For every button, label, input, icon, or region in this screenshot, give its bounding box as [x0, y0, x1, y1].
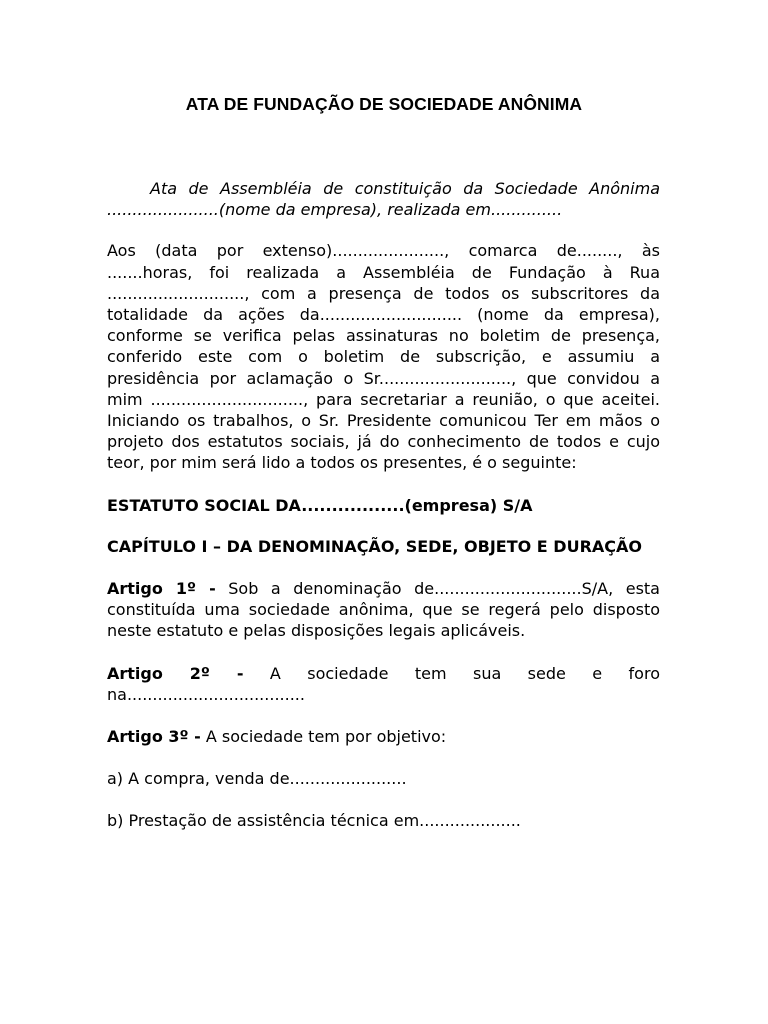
article-2-text: A sociedade tem sua sede e foro na................................... — [107, 663, 660, 704]
article-1-text: Sob a denominação de.............................S/A, esta constituída uma sociedade anônima, que se regerá pelo disposto neste estatuto e pelas disposições legais aplicáveis. — [107, 579, 660, 641]
chapter-heading: CAPÍTULO I – DA DENOMINAÇÃO, SEDE, OBJETO E DURAÇÃO — [107, 536, 642, 556]
article-1-paragraph — [107, 578, 660, 642]
article-3-paragraph — [107, 726, 660, 747]
article-2-label: Artigo 2º - — [107, 663, 244, 683]
article-3-label: Artigo 3º - — [107, 727, 201, 747]
document-title: ATA DE FUNDAÇÃO DE SOCIEDADE ANÔNIMA — [185, 94, 583, 114]
opening-paragraph: Aos (data por extenso)......................, comarca de........, às .......horas, foi realizada a Assembléia de Fundação à Rua ..........................., com a presença de todos os subscritores da totalidade da ações da............................ (nome da empresa), conforme se verifica pelas assinaturas no boletim de presença, conferido este com o boletim de subscrição, e assumiu a presidência por aclamação o Sr.........................., que convidou a mim .............................., para secretariar a reunião, o que aceitei. Iniciando os trabalhos, o Sr. Presidente comunicou Ter em mãos o projeto dos estatutos sociais, já do conhecimento de todos e cujo teor, por mim será lido a todos os presentes, é o seguinte: — [107, 241, 660, 473]
intro-paragraph: Ata de Assembléia de constituição da Sociedade Anônima ......................(nome da empresa), realizada em.............. — [107, 179, 660, 220]
document-body — [107, 178, 660, 832]
article-3-text: A sociedade tem por objetivo: — [200, 727, 447, 747]
statute-heading: ESTATUTO SOCIAL DA.................(empresa) S/A — [107, 495, 533, 515]
objective-item-a: a) A compra, venda de....................... — [107, 769, 407, 789]
article-2-paragraph — [107, 663, 660, 705]
objective-item-b: b) Prestação de assistência técnica em.................... — [107, 811, 521, 831]
article-1-label: Artigo 1º - — [107, 579, 216, 599]
